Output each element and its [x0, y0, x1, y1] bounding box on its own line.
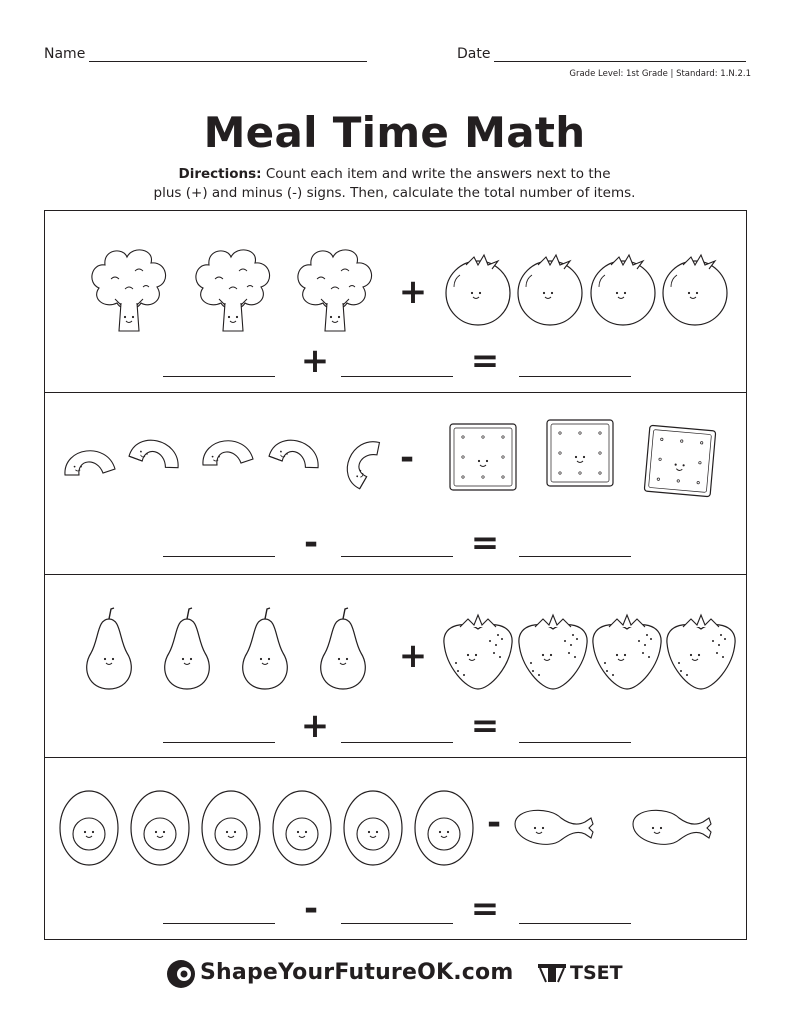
pear-icon [321, 608, 366, 689]
directions-line1: Count each item and write the answers next to the [261, 166, 611, 182]
drumstick-icon [515, 810, 593, 844]
answer-blank-2[interactable] [341, 923, 453, 924]
macaroni-icon [203, 441, 253, 465]
equals-sign: = [470, 706, 500, 746]
answer-blank-total[interactable] [519, 742, 631, 743]
name-field[interactable] [44, 46, 367, 62]
answer-blank-1[interactable] [163, 742, 275, 743]
tset-text: TSET [570, 962, 623, 984]
problem-egg-drumstick [44, 757, 747, 940]
tset-logo-icon [538, 962, 568, 984]
macaroni-icon [129, 433, 184, 473]
minus-sign: - [303, 889, 319, 929]
answer-blank-1[interactable] [163, 923, 275, 924]
egg-icon [131, 791, 189, 865]
problem-macaroni-cracker [44, 392, 747, 575]
pear-icon [87, 608, 132, 689]
shape-your-future-logo-icon [165, 958, 197, 990]
strawberry-icon [519, 615, 587, 689]
minus-sign: - [399, 438, 415, 478]
date-line[interactable] [494, 47, 746, 62]
date-field[interactable] [457, 46, 746, 62]
pear-icon [165, 608, 210, 689]
tomato-icon [446, 255, 510, 325]
strawberry-icon [667, 615, 735, 689]
plus-sign: + [300, 341, 330, 381]
plus-sign: + [300, 706, 330, 746]
problem-2-art [45, 393, 748, 576]
answer-blank-total[interactable] [519, 376, 631, 377]
minus-sign: - [303, 523, 319, 563]
answer-blank-2[interactable] [341, 556, 453, 557]
broccoli-icon [196, 250, 270, 331]
problem-broccoli-tomato [44, 210, 747, 393]
problem-1-art [45, 211, 748, 394]
answer-blank-1[interactable] [163, 556, 275, 557]
egg-icon [344, 791, 402, 865]
directions-lead: Directions: [178, 166, 262, 182]
plus-sign: + [398, 272, 428, 312]
egg-icon [202, 791, 260, 865]
minus-sign: - [486, 803, 502, 843]
egg-icon [415, 791, 473, 865]
equals-sign: = [470, 341, 500, 381]
tomato-icon [663, 255, 727, 325]
macaroni-icon [269, 433, 324, 473]
directions [0, 165, 789, 203]
problem-4-art [45, 758, 748, 941]
equals-sign: = [470, 889, 500, 929]
page-title: Meal Time Math [203, 108, 586, 157]
broccoli-icon [92, 250, 166, 331]
answer-blank-total[interactable] [519, 923, 631, 924]
macaroni-icon [65, 451, 115, 475]
grade-standard-line: Grade Level: 1st Grade | Standard: 1.N.2.1 [569, 69, 751, 79]
answer-blank-1[interactable] [163, 376, 275, 377]
equals-sign: = [470, 523, 500, 563]
egg-icon [273, 791, 331, 865]
cracker-icon [450, 424, 516, 490]
pear-icon [243, 608, 288, 689]
cracker-icon [644, 425, 716, 497]
problem-3-art [45, 575, 748, 759]
macaroni-icon [339, 433, 385, 488]
tomato-icon [591, 255, 655, 325]
answer-blank-2[interactable] [341, 376, 453, 377]
date-label: Date [457, 46, 491, 62]
tomato-icon [518, 255, 582, 325]
drumstick-icon [633, 810, 711, 844]
strawberry-icon [593, 615, 661, 689]
problem-pear-strawberry [44, 574, 747, 758]
name-label: Name [44, 46, 86, 62]
footer [0, 958, 789, 990]
strawberry-icon [444, 615, 512, 689]
name-line[interactable] [89, 47, 367, 62]
egg-icon [60, 791, 118, 865]
broccoli-icon [298, 250, 372, 331]
answer-blank-2[interactable] [341, 742, 453, 743]
cracker-icon [547, 420, 613, 486]
plus-sign: + [398, 636, 428, 676]
footer-site: ShapeYourFutureOK.com [200, 960, 514, 985]
answer-blank-total[interactable] [519, 556, 631, 557]
directions-line2: plus (+) and minus (-) signs. Then, calculate the total number of items. [153, 185, 636, 201]
